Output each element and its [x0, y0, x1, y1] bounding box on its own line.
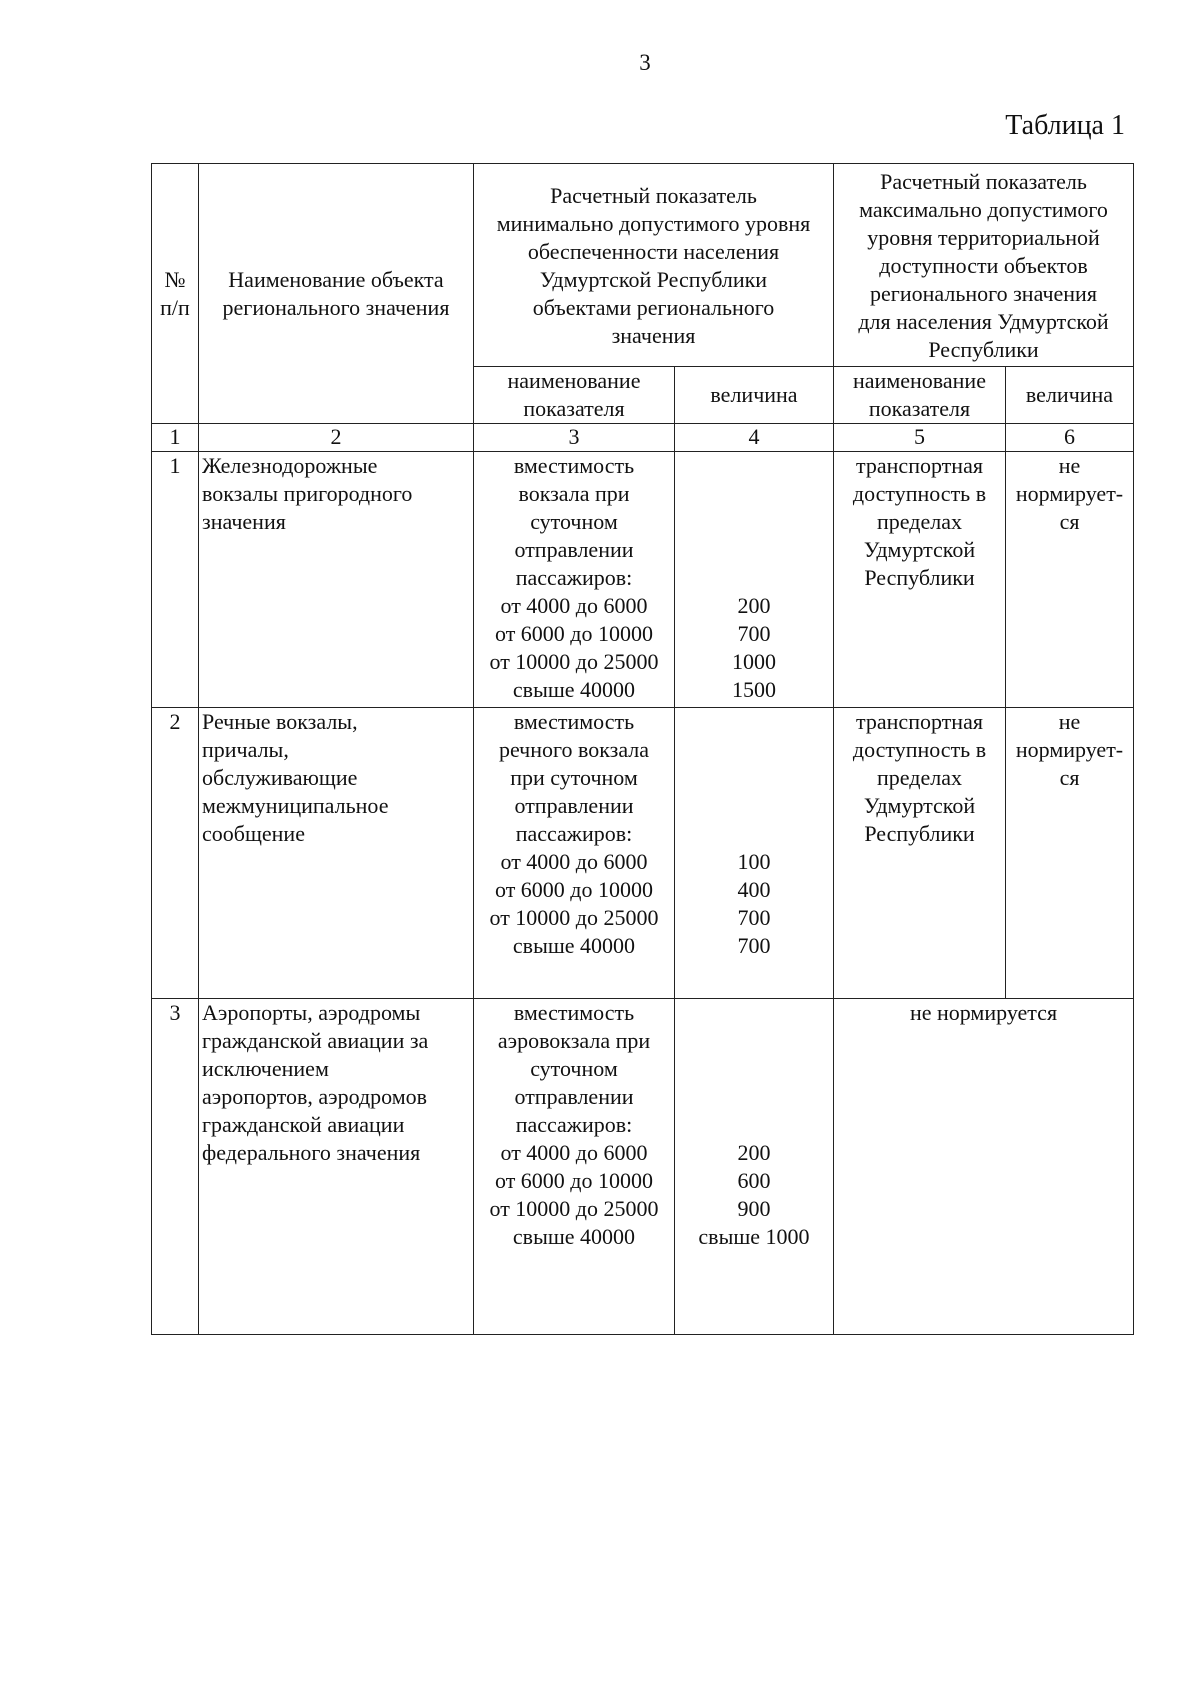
indicator-line: суточном — [530, 1056, 618, 1081]
value-line: свыше 1000 — [698, 1224, 810, 1249]
table-row — [152, 452, 1134, 708]
row-indicator — [474, 999, 675, 1335]
value-line: 700 — [737, 621, 771, 646]
subheader-indicator-name-2 — [834, 367, 1006, 424]
indicator-line: от 6000 до 10000 — [494, 621, 654, 646]
table-caption: Таблица 1 — [1005, 110, 1125, 141]
value-line — [678, 480, 830, 508]
subheader-line: показателя — [868, 396, 971, 421]
page-number: 3 — [639, 50, 651, 75]
indicator-line: пассажиров: — [515, 565, 633, 590]
subheader-line: наименование — [507, 368, 641, 393]
indicator-line: от 4000 до 6000 — [500, 1140, 648, 1165]
value-line: 200 — [737, 1140, 771, 1165]
indicator-line: вокзала при — [518, 481, 630, 506]
header-object-name — [199, 164, 474, 424]
table-row — [152, 708, 1134, 999]
access-line: Республики — [864, 565, 975, 590]
access-value-line: нормирует- — [1015, 481, 1124, 506]
name-line: значения — [202, 509, 286, 534]
indicator-line: суточном — [530, 509, 618, 534]
row-number: 1 — [152, 452, 199, 708]
access-line: пределах — [877, 765, 962, 790]
row-access-value — [1006, 452, 1134, 708]
access-value-line: ся — [1059, 765, 1080, 790]
name-line: Речные вокзалы, — [202, 709, 358, 734]
access-value-line: не — [1058, 453, 1081, 478]
table-row — [152, 999, 1134, 1335]
value-line — [678, 508, 830, 536]
norms-table — [151, 163, 1134, 1335]
indicator-line: отправлении — [514, 537, 634, 562]
header-min-line: минимально допустимого уровня — [496, 211, 811, 236]
header-min-group — [474, 164, 834, 367]
indicator-line: от 6000 до 10000 — [494, 877, 654, 902]
column-number: 5 — [834, 424, 1006, 452]
row-access-name — [834, 452, 1006, 708]
row-values — [675, 452, 834, 708]
indicator-line: свыше 40000 — [512, 677, 636, 702]
subheader-indicator-name — [474, 367, 675, 424]
row-values — [675, 999, 834, 1335]
row-number: 2 — [152, 708, 199, 999]
value-line — [678, 792, 830, 820]
name-line: причалы, — [202, 737, 289, 762]
row-object-name — [199, 708, 474, 999]
header-min-line: обеспеченности населения — [527, 239, 780, 264]
indicator-line: свыше 40000 — [512, 1224, 636, 1249]
subheader-line: наименование — [853, 368, 986, 393]
value-line: 900 — [737, 1196, 771, 1221]
header-min-line: объектами регионального — [532, 295, 775, 320]
indicator-line: от 10000 до 25000 — [489, 905, 659, 930]
column-number-row — [152, 424, 1134, 452]
access-line: Удмуртской — [863, 793, 976, 818]
header-max-line: Расчетный показатель — [880, 169, 1087, 194]
value-line — [678, 999, 830, 1027]
header-max-line: уровня территориальной — [867, 225, 1100, 250]
access-line: доступность в — [852, 737, 987, 762]
name-line: обслуживающие — [202, 765, 358, 790]
row-indicator — [474, 452, 675, 708]
name-line: федерального значения — [202, 1140, 421, 1165]
value-line — [678, 536, 830, 564]
row-access-merged: не нормируется — [834, 999, 1134, 1335]
access-line: доступность в — [852, 481, 987, 506]
header-row — [152, 164, 1134, 367]
row-indicator — [474, 708, 675, 999]
subheader-value: величина — [675, 367, 834, 424]
name-line: вокзалы пригородного — [202, 481, 413, 506]
row-number: 3 — [152, 999, 199, 1335]
row-access-value — [1006, 708, 1134, 999]
value-line — [678, 820, 830, 848]
value-line: 600 — [737, 1168, 771, 1193]
access-value-line: нормирует- — [1015, 737, 1124, 762]
access-line: Республики — [864, 821, 975, 846]
name-line: гражданской авиации за — [202, 1028, 429, 1053]
indicator-line: от 10000 до 25000 — [489, 1196, 659, 1221]
value-line: 1000 — [732, 649, 776, 674]
header-max-group — [834, 164, 1134, 367]
row-object-name — [199, 999, 474, 1335]
value-line — [678, 1027, 830, 1055]
value-line: 100 — [737, 849, 771, 874]
header-min-line: Расчетный показатель — [550, 183, 757, 208]
indicator-line: аэровокзала при — [497, 1028, 651, 1053]
header-number — [152, 164, 199, 424]
name-line: межмуниципальное — [202, 793, 389, 818]
access-value-line: ся — [1059, 509, 1080, 534]
name-line: Аэропорты, аэродромы — [202, 1000, 421, 1025]
indicator-line: отправлении — [514, 1084, 634, 1109]
row-access-name — [834, 708, 1006, 999]
indicator-line: пассажиров: — [515, 821, 633, 846]
row-values — [675, 708, 834, 999]
indicator-line: от 6000 до 10000 — [494, 1168, 654, 1193]
header-max-line: для населения Удмуртской — [858, 309, 1109, 334]
name-line: Железнодорожные — [202, 453, 378, 478]
header-object-name-label: Наименование объекта регионального значения — [222, 266, 450, 320]
header-max-line: максимально допустимого — [859, 197, 1108, 222]
value-line: 700 — [737, 905, 771, 930]
column-number: 1 — [152, 424, 199, 452]
header-max-line: доступности объектов — [879, 253, 1088, 278]
value-line — [678, 1083, 830, 1111]
name-line: исключением — [202, 1056, 329, 1081]
column-number: 2 — [199, 424, 474, 452]
header-number-label: № п/п — [160, 266, 190, 320]
header-min-line: значения — [611, 323, 696, 348]
value-line — [678, 736, 830, 764]
subheader-line: показателя — [523, 396, 625, 421]
value-line: 200 — [737, 593, 771, 618]
access-line: транспортная — [856, 453, 983, 478]
access-line: транспортная — [856, 709, 983, 734]
indicator-line: вместимость — [513, 709, 635, 734]
indicator-line: от 4000 до 6000 — [500, 593, 648, 618]
subheader-value-2: величина — [1006, 367, 1134, 424]
indicator-line: вместимость — [513, 1000, 635, 1025]
indicator-line: от 10000 до 25000 — [489, 649, 659, 674]
value-line — [678, 452, 830, 480]
row-object-name — [199, 452, 474, 708]
indicator-line: пассажиров: — [515, 1112, 633, 1137]
column-number: 3 — [474, 424, 675, 452]
value-line — [678, 708, 830, 736]
indicator-line: речного вокзала — [498, 737, 650, 762]
indicator-line: от 4000 до 6000 — [500, 849, 648, 874]
name-line: аэропортов, аэродромов — [202, 1084, 428, 1109]
column-number: 6 — [1006, 424, 1134, 452]
indicator-line: отправлении — [514, 793, 634, 818]
value-line: 700 — [737, 933, 771, 958]
value-line: 1500 — [732, 677, 776, 702]
access-line: пределах — [877, 509, 962, 534]
value-line — [678, 564, 830, 592]
value-line — [678, 1055, 830, 1083]
name-line: сообщение — [202, 821, 305, 846]
header-max-line: регионального значения — [870, 281, 1097, 306]
value-line — [678, 764, 830, 792]
value-line — [678, 1111, 830, 1139]
indicator-line: вместимость — [513, 453, 635, 478]
value-line: 400 — [737, 877, 771, 902]
header-max-line: Республики — [928, 337, 1039, 362]
name-line: гражданской авиации — [202, 1112, 405, 1137]
column-number: 4 — [675, 424, 834, 452]
header-min-line: Удмуртской Республики — [539, 267, 768, 292]
access-line: Удмуртской — [863, 537, 976, 562]
indicator-line: свыше 40000 — [512, 933, 636, 958]
access-value-line: не — [1058, 709, 1081, 734]
indicator-line: при суточном — [510, 765, 638, 790]
